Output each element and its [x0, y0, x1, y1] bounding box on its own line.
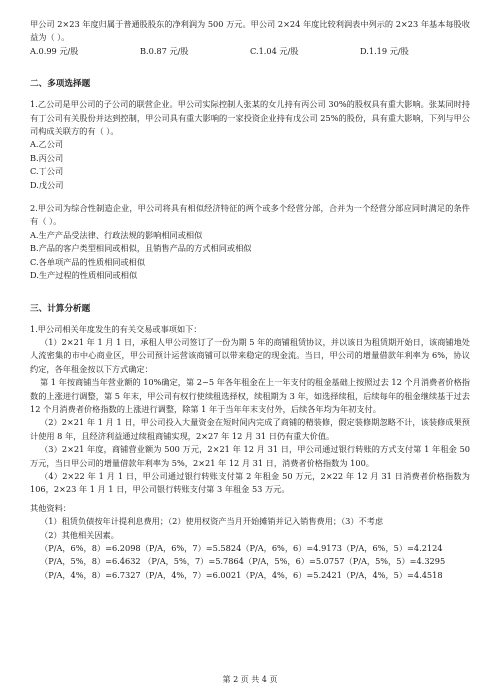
other-info-2: （2）其他相关因素。 [40, 529, 119, 540]
question-stem: 甲公司 2×23 年度归属于普通股股东的净利润为 500 万元。甲公司 2×24 年度比较利润表中列示的 2×23 年基本每股收益为（ ）。 [30, 19, 470, 43]
page-footer: 第 2 页 共 4 页 [222, 675, 278, 684]
option-a: A.0.99 元/股 [30, 45, 79, 56]
item-4: （4）2×22 年 1 月 1 日，甲公司通过银行转账支付第 2 年租金 50 万元，2×22 年 12 月 31 日消费者价格指数为 106，2×23 年 1 月 1 日，甲公司银行转账支付第 3 年租金 53 万元。 [30, 470, 470, 495]
option-a: A.生产产品受法律、行政法规的影响相同或相似 [30, 229, 203, 240]
annuity-factors-row: （P/A，6%，8）=6.2098（P/A，6%，7）=5.5824（P/A，6%，6）=4.9173（P/A，6%，5）=4.2124 [40, 543, 443, 553]
option-b: B.0.87 元/股 [140, 45, 189, 56]
document-page [30, 18, 470, 582]
other-info-title: 其他资料： [30, 502, 71, 513]
section-heading-multiple-choice: 二、多项选择题 [30, 79, 91, 90]
option-a: A.乙公司 [30, 139, 64, 150]
option-c: C.1.04 元/股 [250, 45, 299, 56]
question-stem: 2.甲公司为综合性制造企业，甲公司将具有相似经济特征的两个或多个经营分部，合并为一个经营分部应同时满足的条件有（ ）。 [30, 203, 470, 227]
option-c: C.丁公司 [30, 166, 64, 177]
question-intro: 1.甲公司相关年度发生的有关交易或事项如下： [30, 323, 202, 334]
option-b: B.产品的客户类型相同或相似，且销售产品的方式相同或相似 [30, 243, 252, 254]
option-b: B.丙公司 [30, 152, 64, 163]
question-stem: 1.乙公司是甲公司的子公司的联营企业。甲公司实际控制人张某的女儿持有丙公司 30%的股权具有重大影响。张某同时持有丁公司有关股份并达到控制，甲公司具有重大影响的一家投资企业持有戊公司 25%的股份，具有重大影响，下列与甲公司构成关联方的有（ ）。 [30, 99, 470, 137]
option-d: D.戊公司 [30, 179, 64, 190]
item-1: （1）2×21 年 1 月 1 日，承租人甲公司签订了一份为期 5 年的商铺租赁协议，并以该日为租赁期开始日，该商铺地处人流密集的市中心商业区，甲公司预计运营该商铺可以带来稳定的现金流。当日，甲公司的增量借款年利率为 6%，协议约定，各年租金按以下方式确定： [30, 336, 470, 374]
option-d: D.生产过程的性质相同或相似 [30, 270, 138, 281]
section-heading-calculation: 三、计算分析题 [30, 303, 91, 314]
annuity-factors-row: （P/A，5%，8）=6.4632 （P/A，5%，7）=5.7864（P/A，5%，6）=5.0757（P/A，5%，5）=4.3295 [40, 556, 446, 567]
other-info-1: （1）租赁负债按年计提利息费用；（2）使用权资产当月开始摊销并记入销售费用；（3）不考虑 [40, 516, 384, 527]
item-1-terms: 第 1 年按商铺当年营业额的 10%确定，第 2~5 年各年租金在上一年支付的租金基础上按照过去 12 个月消费者价格指数的上涨进行调整，第 5 年末，甲公司有权行使续租选择权，续租期为 3 年，如选择续租，后续每年的租金继续基于过去 12 个月消费者价格指数的上涨进行调整，除第 1 年于当年年末支付外，后续各年均为年初支付。 [30, 377, 470, 414]
item-3: （3）2×21 年度，商铺营业额为 500 万元，2×21 年 12 月 31 日，甲公司通过银行转账的方式支付第 1 年租金 50 万元，当日甲公司的增量借款年利率为 5%，2×21 年 12 月 31 日，消费者价格指数为 100。 [30, 444, 470, 468]
answer-options [30, 45, 470, 58]
option-d: D.1.19 元/股 [360, 45, 409, 56]
option-c: C.各单项产品的性质相同或相似 [30, 256, 146, 267]
item-2: （2）2×21 年 1 月 1 日，甲公司投入大量资金在短时间内完成了商铺的精装修，假定装修期忽略不计，该装修成果预计使用 8 年，且经济利益通过续租商铺实现，2×27 年 12 月 31 日仍有重大价值。 [30, 417, 470, 441]
annuity-factors-row: （P/A，4%，8）=6.7327（P/A，4%，7）=6.0021（P/A，4%，6）=5.2421（P/A，4%，5）=4.4518 [40, 569, 443, 580]
